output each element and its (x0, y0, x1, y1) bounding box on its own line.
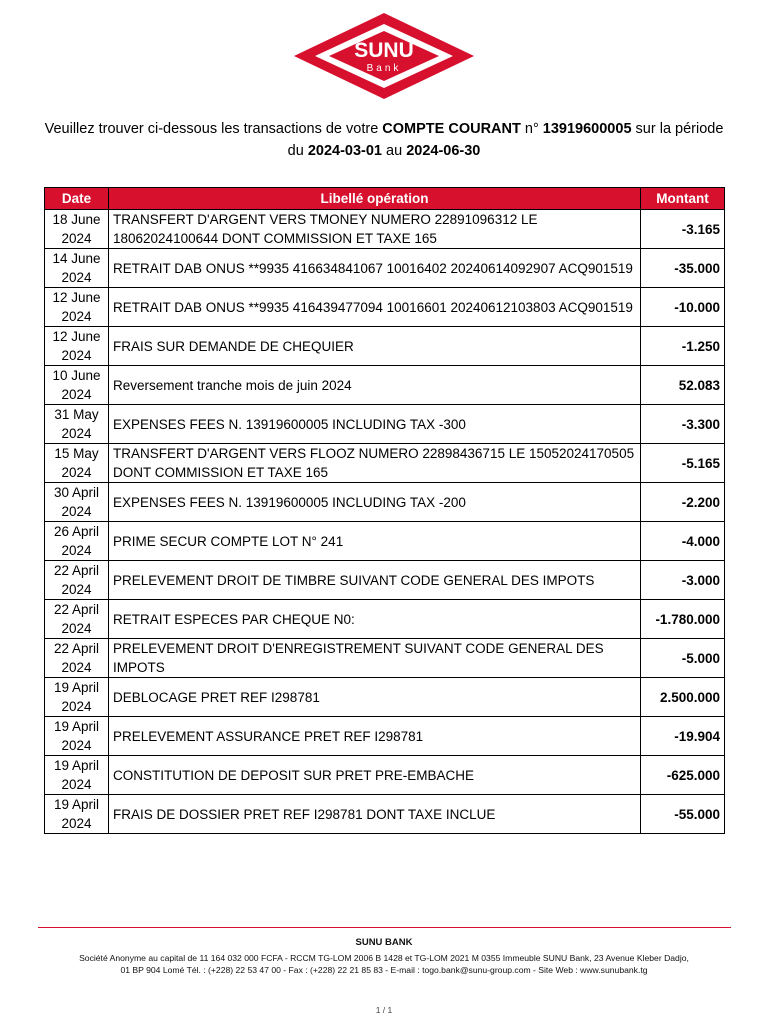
transaction-date: 12 June 2024 (45, 327, 109, 366)
transaction-label: PRELEVEMENT DROIT DE TIMBRE SUIVANT CODE GENERAL DES IMPOTS (109, 561, 641, 600)
table-row (45, 522, 725, 561)
transaction-amount: 2.500.000 (641, 678, 725, 717)
transaction-label: RETRAIT ESPECES PAR CHEQUE N0: (109, 600, 641, 639)
transaction-amount: -5.000 (641, 639, 725, 678)
footer (20, 937, 748, 977)
intro-between: au (386, 143, 403, 159)
transaction-label: TRANSFERT D'ARGENT VERS FLOOZ NUMERO 22898436715 LE 15052024170505 DONT COMMISSION ET TAXE 165 (109, 444, 641, 483)
header-label: Libellé opération (109, 188, 641, 210)
transaction-label: RETRAIT DAB ONUS **9935 416634841067 10016402 20240614092907 ACQ901519 (109, 249, 641, 288)
transaction-amount: -55.000 (641, 795, 725, 834)
transaction-label: FRAIS DE DOSSIER PRET REF I298781 DONT TAXE INCLUE (109, 795, 641, 834)
sunu-bank-logo (0, 10, 768, 106)
transaction-date: 19 April 2024 (45, 678, 109, 717)
transaction-label: FRAIS SUR DEMANDE DE CHEQUIER (109, 327, 641, 366)
transaction-date: 19 April 2024 (45, 795, 109, 834)
intro-suffix: sur la période du (287, 121, 724, 159)
transaction-date: 22 April 2024 (45, 561, 109, 600)
table-row (45, 366, 725, 405)
transaction-amount: -2.200 (641, 483, 725, 522)
footer-bank-name: SUNU BANK (355, 937, 413, 948)
transaction-date: 22 April 2024 (45, 639, 109, 678)
transaction-date: 31 May 2024 (45, 405, 109, 444)
table-row (45, 327, 725, 366)
transaction-amount: -3.165 (641, 210, 725, 249)
logo-diamond-icon (289, 10, 479, 102)
transaction-amount: -625.000 (641, 756, 725, 795)
footer-line-2: 01 BP 904 Lomé Tél. : (+228) 22 53 47 00 - Fax : (+228) 22 21 85 83 - E-mail : togo.bank@sunu-group.com - Site Web : www.sunubank.tg (120, 965, 648, 975)
transaction-amount: -3.300 (641, 405, 725, 444)
transaction-date: 10 June 2024 (45, 366, 109, 405)
table-row (45, 795, 725, 834)
table-row (45, 756, 725, 795)
transaction-amount: 52.083 (641, 366, 725, 405)
transaction-label: DEBLOCAGE PRET REF I298781 (109, 678, 641, 717)
transaction-label: Reversement tranche mois de juin 2024 (109, 366, 641, 405)
table-row (45, 678, 725, 717)
transaction-date: 19 April 2024 (45, 756, 109, 795)
intro-prefix: Veuillez trouver ci-dessous les transactions de votre (44, 121, 379, 137)
page-number: 1 / 1 (375, 1005, 393, 1015)
table-row (45, 444, 725, 483)
table-row (45, 249, 725, 288)
logo-brand-text: SUNU (354, 39, 414, 62)
transaction-date: 14 June 2024 (45, 249, 109, 288)
footer-divider (38, 927, 731, 928)
table-row (45, 483, 725, 522)
transaction-label: PRELEVEMENT DROIT D'ENREGISTREMENT SUIVANT CODE GENERAL DES IMPOTS (109, 639, 641, 678)
transaction-label: CONSTITUTION DE DEPOSIT SUR PRET PRE-EMBACHE (109, 756, 641, 795)
table-row (45, 210, 725, 249)
table-row (45, 717, 725, 756)
transaction-amount: -3.000 (641, 561, 725, 600)
transaction-amount: -19.904 (641, 717, 725, 756)
transaction-date: 15 May 2024 (45, 444, 109, 483)
table-row (45, 405, 725, 444)
table-header-row (45, 188, 725, 210)
transaction-date: 12 June 2024 (45, 288, 109, 327)
transaction-label: EXPENSES FEES N. 13919600005 INCLUDING TAX -200 (109, 483, 641, 522)
end-date: 2024-06-30 (406, 143, 481, 159)
transaction-amount: -1.250 (641, 327, 725, 366)
account-number: 13919600005 (542, 121, 632, 137)
transaction-amount: -4.000 (641, 522, 725, 561)
table-row (45, 288, 725, 327)
intro-paragraph (40, 118, 728, 162)
header-date: Date (45, 188, 109, 210)
transaction-label: EXPENSES FEES N. 13919600005 INCLUDING TAX -300 (109, 405, 641, 444)
transaction-label: RETRAIT DAB ONUS **9935 416439477094 10016601 20240612103803 ACQ901519 (109, 288, 641, 327)
transaction-date: 19 April 2024 (45, 717, 109, 756)
transaction-date: 26 April 2024 (45, 522, 109, 561)
number-label: n° (524, 121, 539, 137)
transaction-amount: -10.000 (641, 288, 725, 327)
transaction-label: TRANSFERT D'ARGENT VERS TMONEY NUMERO 22891096312 LE 18062024100644 DONT COMMISSION ET TAXE 165 (109, 210, 641, 249)
start-date: 2024-03-01 (307, 143, 382, 159)
table-row (45, 600, 725, 639)
transactions-body (45, 210, 725, 834)
transaction-date: 18 June 2024 (45, 210, 109, 249)
transaction-amount: -35.000 (641, 249, 725, 288)
transaction-label: PRIME SECUR COMPTE LOT N° 241 (109, 522, 641, 561)
logo-sub-text: Bank (366, 63, 402, 74)
transactions-table (44, 187, 725, 834)
account-type: COMPTE COURANT (382, 121, 521, 137)
table-row (45, 561, 725, 600)
table-row (45, 639, 725, 678)
header-amount: Montant (641, 188, 725, 210)
transaction-date: 22 April 2024 (45, 600, 109, 639)
footer-line-1: Société Anonyme au capital de 11 164 032 000 FCFA - RCCM TG-LOM 2006 B 1428 et TG-LOM 2021 M 0355 Immeuble SUNU Bank, 23 Avenue Kleber Dadjo, (79, 952, 689, 963)
transaction-label: PRELEVEMENT ASSURANCE PRET REF I298781 (109, 717, 641, 756)
transaction-amount: -1.780.000 (641, 600, 725, 639)
transaction-date: 30 April 2024 (45, 483, 109, 522)
transaction-amount: -5.165 (641, 444, 725, 483)
